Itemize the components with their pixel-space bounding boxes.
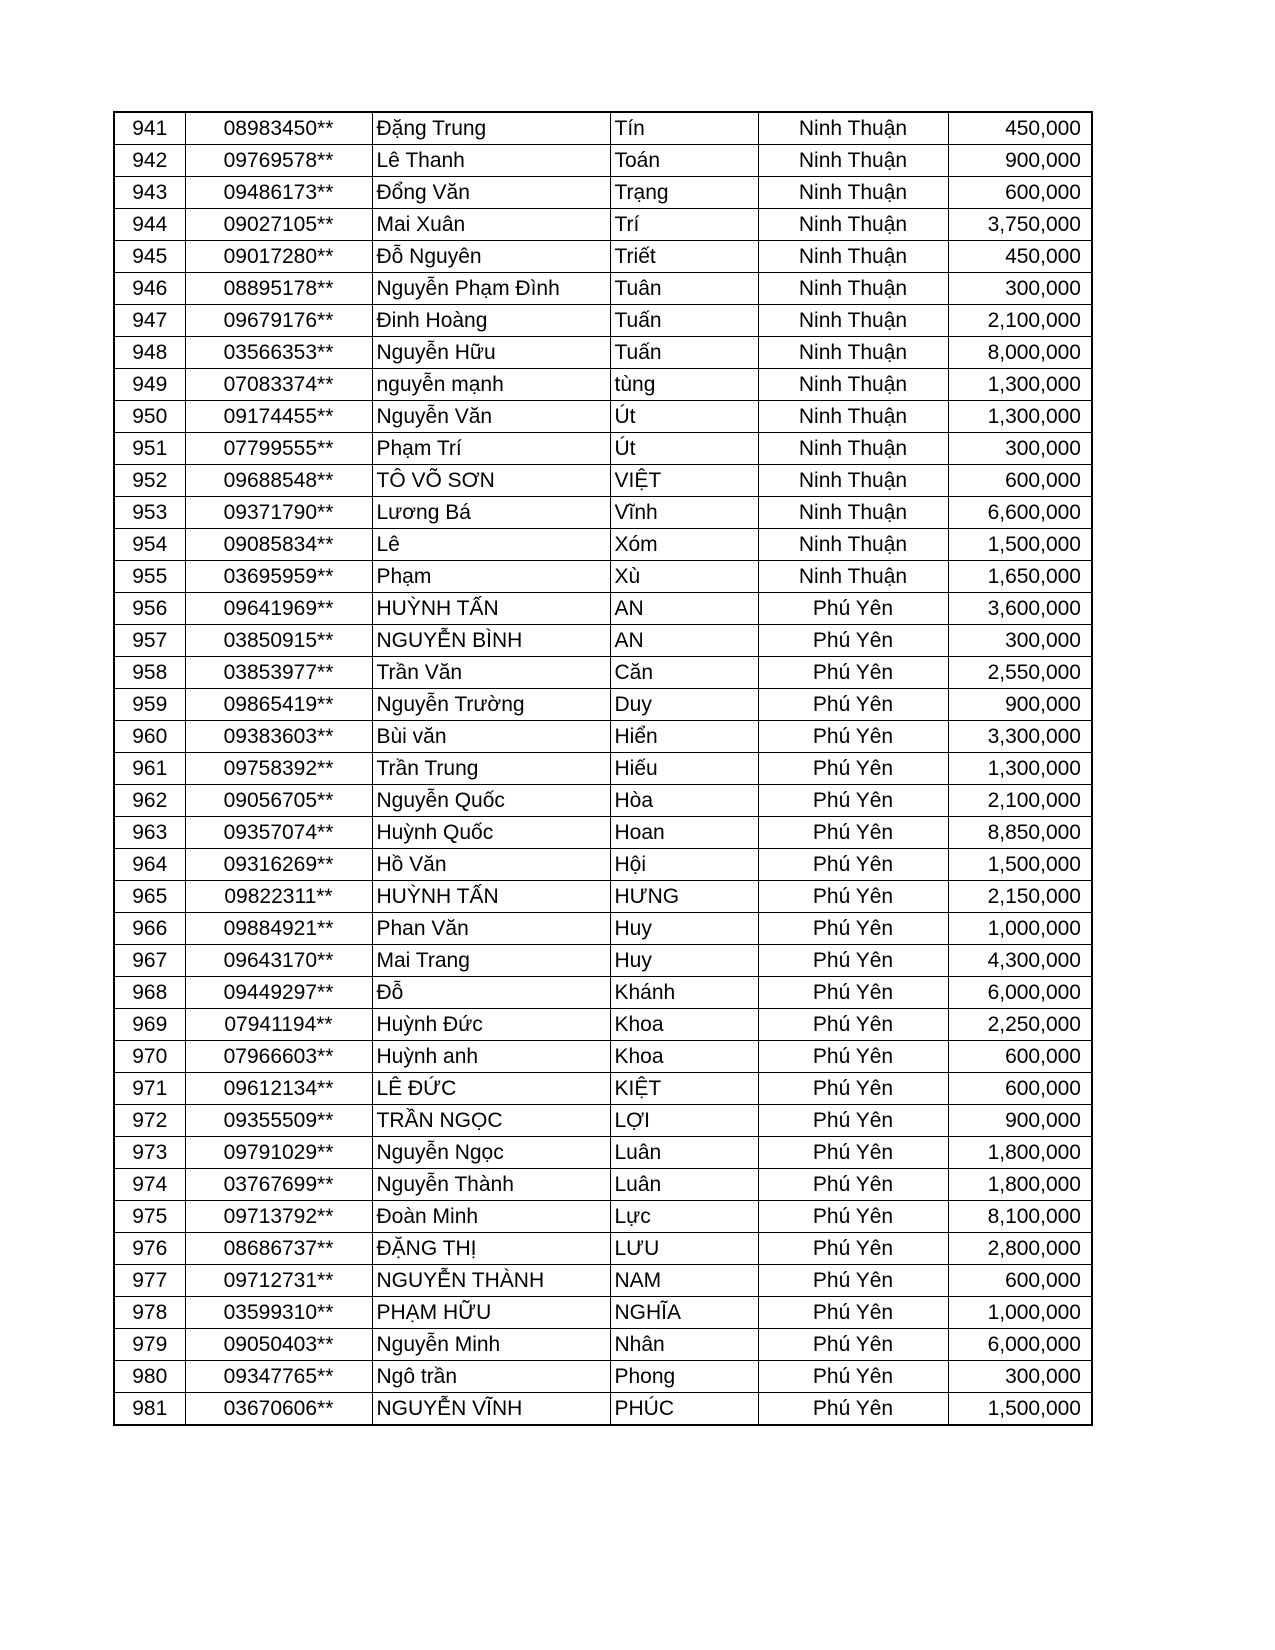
first-name-cell: Hiếu: [610, 753, 758, 785]
amount-cell: 300,000: [948, 273, 1092, 305]
phone-cell: 08895178**: [185, 273, 372, 305]
first-name-cell: PHÚC: [610, 1393, 758, 1426]
amount-cell: 1,300,000: [948, 369, 1092, 401]
province-cell: Phú Yên: [758, 1329, 948, 1361]
row-number-cell: 969: [114, 1009, 185, 1041]
table-row: [114, 1361, 1092, 1393]
first-name-cell: Huy: [610, 913, 758, 945]
last-name-cell: Bùi văn: [372, 721, 610, 753]
table-row: [114, 145, 1092, 177]
amount-cell: 3,300,000: [948, 721, 1092, 753]
province-cell: Phú Yên: [758, 1201, 948, 1233]
phone-cell: 08983450**: [185, 112, 372, 145]
province-cell: Phú Yên: [758, 913, 948, 945]
phone-cell: 09822311**: [185, 881, 372, 913]
last-name-cell: Huỳnh anh: [372, 1041, 610, 1073]
first-name-cell: KIỆT: [610, 1073, 758, 1105]
row-number-cell: 961: [114, 753, 185, 785]
last-name-cell: PHẠM HỮU: [372, 1297, 610, 1329]
last-name-cell: Nguyễn Thành: [372, 1169, 610, 1201]
table-row: [114, 945, 1092, 977]
province-cell: Ninh Thuận: [758, 497, 948, 529]
row-number-cell: 959: [114, 689, 185, 721]
table-row: [114, 1169, 1092, 1201]
last-name-cell: Nguyễn Quốc: [372, 785, 610, 817]
table-row: [114, 785, 1092, 817]
table-row: [114, 1233, 1092, 1265]
last-name-cell: Nguyễn Ngọc: [372, 1137, 610, 1169]
amount-cell: 600,000: [948, 1073, 1092, 1105]
table-row: [114, 881, 1092, 913]
table-row: [114, 1041, 1092, 1073]
table-row: [114, 209, 1092, 241]
row-number-cell: 943: [114, 177, 185, 209]
row-number-cell: 974: [114, 1169, 185, 1201]
row-number-cell: 967: [114, 945, 185, 977]
table-row: [114, 497, 1092, 529]
amount-cell: 8,100,000: [948, 1201, 1092, 1233]
row-number-cell: 963: [114, 817, 185, 849]
amount-cell: 2,100,000: [948, 785, 1092, 817]
row-number-cell: 944: [114, 209, 185, 241]
phone-cell: 09865419**: [185, 689, 372, 721]
province-cell: Phú Yên: [758, 1169, 948, 1201]
phone-cell: 07966603**: [185, 1041, 372, 1073]
table-row: [114, 1105, 1092, 1137]
table-row: [114, 977, 1092, 1009]
amount-cell: 1,650,000: [948, 561, 1092, 593]
amount-cell: 300,000: [948, 1361, 1092, 1393]
first-name-cell: NAM: [610, 1265, 758, 1297]
province-cell: Ninh Thuận: [758, 273, 948, 305]
recipient-table: [113, 111, 1093, 1426]
first-name-cell: Tín: [610, 112, 758, 145]
row-number-cell: 964: [114, 849, 185, 881]
table-row: [114, 721, 1092, 753]
first-name-cell: LƯU: [610, 1233, 758, 1265]
table-row: [114, 241, 1092, 273]
table-row: [114, 817, 1092, 849]
table-row: [114, 529, 1092, 561]
phone-cell: 03566353**: [185, 337, 372, 369]
last-name-cell: Trần Văn: [372, 657, 610, 689]
amount-cell: 3,600,000: [948, 593, 1092, 625]
amount-cell: 450,000: [948, 112, 1092, 145]
amount-cell: 8,000,000: [948, 337, 1092, 369]
first-name-cell: AN: [610, 593, 758, 625]
province-cell: Phú Yên: [758, 721, 948, 753]
phone-cell: 09174455**: [185, 401, 372, 433]
table-row: [114, 1009, 1092, 1041]
last-name-cell: TÔ VÕ SƠN: [372, 465, 610, 497]
first-name-cell: Luân: [610, 1169, 758, 1201]
last-name-cell: Nguyễn Minh: [372, 1329, 610, 1361]
last-name-cell: Nguyễn Trường: [372, 689, 610, 721]
last-name-cell: LÊ ĐỨC: [372, 1073, 610, 1105]
province-cell: Ninh Thuận: [758, 529, 948, 561]
first-name-cell: Hoan: [610, 817, 758, 849]
first-name-cell: Hòa: [610, 785, 758, 817]
table-row: [114, 1393, 1092, 1426]
amount-cell: 1,500,000: [948, 529, 1092, 561]
last-name-cell: Lương Bá: [372, 497, 610, 529]
last-name-cell: Đinh Hoàng: [372, 305, 610, 337]
table-row: [114, 369, 1092, 401]
table-body: [114, 112, 1092, 1425]
last-name-cell: Lê Thanh: [372, 145, 610, 177]
row-number-cell: 978: [114, 1297, 185, 1329]
row-number-cell: 942: [114, 145, 185, 177]
province-cell: Phú Yên: [758, 1233, 948, 1265]
province-cell: Phú Yên: [758, 977, 948, 1009]
first-name-cell: Tuân: [610, 273, 758, 305]
first-name-cell: tùng: [610, 369, 758, 401]
last-name-cell: Huỳnh Đức: [372, 1009, 610, 1041]
first-name-cell: Trí: [610, 209, 758, 241]
phone-cell: 09791029**: [185, 1137, 372, 1169]
last-name-cell: Đổng Văn: [372, 177, 610, 209]
last-name-cell: Phạm Trí: [372, 433, 610, 465]
first-name-cell: Triết: [610, 241, 758, 273]
first-name-cell: Vĩnh: [610, 497, 758, 529]
phone-cell: 03853977**: [185, 657, 372, 689]
row-number-cell: 962: [114, 785, 185, 817]
first-name-cell: Hội: [610, 849, 758, 881]
row-number-cell: 979: [114, 1329, 185, 1361]
first-name-cell: Nhân: [610, 1329, 758, 1361]
province-cell: Ninh Thuận: [758, 401, 948, 433]
last-name-cell: NGUYỄN VĨNH: [372, 1393, 610, 1426]
amount-cell: 600,000: [948, 177, 1092, 209]
row-number-cell: 980: [114, 1361, 185, 1393]
first-name-cell: AN: [610, 625, 758, 657]
amount-cell: 6,600,000: [948, 497, 1092, 529]
phone-cell: 09688548**: [185, 465, 372, 497]
amount-cell: 1,800,000: [948, 1137, 1092, 1169]
first-name-cell: Trạng: [610, 177, 758, 209]
phone-cell: 09383603**: [185, 721, 372, 753]
table-row: [114, 1265, 1092, 1297]
table-row: [114, 177, 1092, 209]
row-number-cell: 976: [114, 1233, 185, 1265]
row-number-cell: 955: [114, 561, 185, 593]
row-number-cell: 972: [114, 1105, 185, 1137]
phone-cell: 09449297**: [185, 977, 372, 1009]
last-name-cell: Hồ Văn: [372, 849, 610, 881]
last-name-cell: TRẦN NGỌC: [372, 1105, 610, 1137]
last-name-cell: HUỲNH TẤN: [372, 881, 610, 913]
province-cell: Phú Yên: [758, 1297, 948, 1329]
province-cell: Ninh Thuận: [758, 369, 948, 401]
phone-cell: 03767699**: [185, 1169, 372, 1201]
phone-cell: 09347765**: [185, 1361, 372, 1393]
row-number-cell: 947: [114, 305, 185, 337]
last-name-cell: Nguyễn Hữu: [372, 337, 610, 369]
last-name-cell: Trần Trung: [372, 753, 610, 785]
phone-cell: 09884921**: [185, 913, 372, 945]
amount-cell: 2,800,000: [948, 1233, 1092, 1265]
province-cell: Ninh Thuận: [758, 433, 948, 465]
table-row: [114, 657, 1092, 689]
first-name-cell: Khánh: [610, 977, 758, 1009]
province-cell: Phú Yên: [758, 1393, 948, 1426]
amount-cell: 900,000: [948, 145, 1092, 177]
table-row: [114, 561, 1092, 593]
first-name-cell: Khoa: [610, 1041, 758, 1073]
phone-cell: 07083374**: [185, 369, 372, 401]
amount-cell: 600,000: [948, 465, 1092, 497]
table-row: [114, 1073, 1092, 1105]
table-row: [114, 112, 1092, 145]
amount-cell: 300,000: [948, 625, 1092, 657]
row-number-cell: 960: [114, 721, 185, 753]
province-cell: Phú Yên: [758, 881, 948, 913]
last-name-cell: Phan Văn: [372, 913, 610, 945]
amount-cell: 300,000: [948, 433, 1092, 465]
row-number-cell: 954: [114, 529, 185, 561]
last-name-cell: NGUYỄN BÌNH: [372, 625, 610, 657]
amount-cell: 1,800,000: [948, 1169, 1092, 1201]
amount-cell: 1,000,000: [948, 913, 1092, 945]
table-row: [114, 849, 1092, 881]
first-name-cell: Lực: [610, 1201, 758, 1233]
table-row: [114, 593, 1092, 625]
last-name-cell: ĐẶNG THỊ: [372, 1233, 610, 1265]
province-cell: Phú Yên: [758, 1009, 948, 1041]
first-name-cell: Huy: [610, 945, 758, 977]
province-cell: Ninh Thuận: [758, 465, 948, 497]
phone-cell: 09643170**: [185, 945, 372, 977]
province-cell: Phú Yên: [758, 1265, 948, 1297]
province-cell: Phú Yên: [758, 689, 948, 721]
row-number-cell: 953: [114, 497, 185, 529]
province-cell: Ninh Thuận: [758, 177, 948, 209]
first-name-cell: Tuấn: [610, 337, 758, 369]
table-row: [114, 305, 1092, 337]
phone-cell: 09316269**: [185, 849, 372, 881]
province-cell: Phú Yên: [758, 1105, 948, 1137]
province-cell: Phú Yên: [758, 593, 948, 625]
phone-cell: 09355509**: [185, 1105, 372, 1137]
phone-cell: 09017280**: [185, 241, 372, 273]
province-cell: Phú Yên: [758, 657, 948, 689]
last-name-cell: Nguyễn Văn: [372, 401, 610, 433]
table-row: [114, 401, 1092, 433]
province-cell: Ninh Thuận: [758, 337, 948, 369]
last-name-cell: Huỳnh Quốc: [372, 817, 610, 849]
province-cell: Phú Yên: [758, 1137, 948, 1169]
table-row: [114, 1329, 1092, 1361]
amount-cell: 6,000,000: [948, 977, 1092, 1009]
phone-cell: 09056705**: [185, 785, 372, 817]
first-name-cell: Khoa: [610, 1009, 758, 1041]
last-name-cell: nguyễn mạnh: [372, 369, 610, 401]
row-number-cell: 973: [114, 1137, 185, 1169]
phone-cell: 09371790**: [185, 497, 372, 529]
phone-cell: 07941194**: [185, 1009, 372, 1041]
amount-cell: 4,300,000: [948, 945, 1092, 977]
row-number-cell: 971: [114, 1073, 185, 1105]
table-row: [114, 689, 1092, 721]
table-row: [114, 625, 1092, 657]
last-name-cell: Đoàn Minh: [372, 1201, 610, 1233]
amount-cell: 2,100,000: [948, 305, 1092, 337]
phone-cell: 09758392**: [185, 753, 372, 785]
row-number-cell: 968: [114, 977, 185, 1009]
province-cell: Phú Yên: [758, 1073, 948, 1105]
amount-cell: 3,750,000: [948, 209, 1092, 241]
phone-cell: 09085834**: [185, 529, 372, 561]
last-name-cell: Nguyễn Phạm Đình: [372, 273, 610, 305]
last-name-cell: Ngô trần: [372, 1361, 610, 1393]
province-cell: Phú Yên: [758, 753, 948, 785]
phone-cell: 08686737**: [185, 1233, 372, 1265]
province-cell: Phú Yên: [758, 1361, 948, 1393]
row-number-cell: 977: [114, 1265, 185, 1297]
row-number-cell: 965: [114, 881, 185, 913]
phone-cell: 09713792**: [185, 1201, 372, 1233]
amount-cell: 600,000: [948, 1041, 1092, 1073]
last-name-cell: Đỗ: [372, 977, 610, 1009]
row-number-cell: 981: [114, 1393, 185, 1426]
phone-cell: 09357074**: [185, 817, 372, 849]
last-name-cell: HUỲNH TẤN: [372, 593, 610, 625]
province-cell: Phú Yên: [758, 945, 948, 977]
last-name-cell: Đặng Trung: [372, 112, 610, 145]
first-name-cell: LỢI: [610, 1105, 758, 1137]
amount-cell: 600,000: [948, 1265, 1092, 1297]
first-name-cell: Xóm: [610, 529, 758, 561]
amount-cell: 1,300,000: [948, 401, 1092, 433]
phone-cell: 03599310**: [185, 1297, 372, 1329]
table-row: [114, 465, 1092, 497]
amount-cell: 2,550,000: [948, 657, 1092, 689]
table-row: [114, 1137, 1092, 1169]
row-number-cell: 957: [114, 625, 185, 657]
province-cell: Ninh Thuận: [758, 209, 948, 241]
amount-cell: 8,850,000: [948, 817, 1092, 849]
amount-cell: 1,300,000: [948, 753, 1092, 785]
first-name-cell: NGHĨA: [610, 1297, 758, 1329]
province-cell: Phú Yên: [758, 817, 948, 849]
phone-cell: 09679176**: [185, 305, 372, 337]
amount-cell: 2,250,000: [948, 1009, 1092, 1041]
amount-cell: 6,000,000: [948, 1329, 1092, 1361]
phone-cell: 09712731**: [185, 1265, 372, 1297]
row-number-cell: 941: [114, 112, 185, 145]
phone-cell: 09641969**: [185, 593, 372, 625]
province-cell: Phú Yên: [758, 625, 948, 657]
table-row: [114, 1201, 1092, 1233]
amount-cell: 1,000,000: [948, 1297, 1092, 1329]
last-name-cell: NGUYỄN THÀNH: [372, 1265, 610, 1297]
first-name-cell: Toán: [610, 145, 758, 177]
row-number-cell: 950: [114, 401, 185, 433]
first-name-cell: Út: [610, 401, 758, 433]
row-number-cell: 970: [114, 1041, 185, 1073]
amount-cell: 1,500,000: [948, 1393, 1092, 1426]
row-number-cell: 966: [114, 913, 185, 945]
province-cell: Phú Yên: [758, 849, 948, 881]
phone-cell: 07799555**: [185, 433, 372, 465]
first-name-cell: Út: [610, 433, 758, 465]
first-name-cell: Hiển: [610, 721, 758, 753]
first-name-cell: Duy: [610, 689, 758, 721]
row-number-cell: 951: [114, 433, 185, 465]
table-row: [114, 913, 1092, 945]
province-cell: Ninh Thuận: [758, 305, 948, 337]
table-row: [114, 1297, 1092, 1329]
phone-cell: 09612134**: [185, 1073, 372, 1105]
phone-cell: 03695959**: [185, 561, 372, 593]
province-cell: Ninh Thuận: [758, 112, 948, 145]
last-name-cell: Mai Xuân: [372, 209, 610, 241]
province-cell: Ninh Thuận: [758, 561, 948, 593]
phone-cell: 09027105**: [185, 209, 372, 241]
province-cell: Ninh Thuận: [758, 145, 948, 177]
phone-cell: 03670606**: [185, 1393, 372, 1426]
table-row: [114, 433, 1092, 465]
table-row: [114, 273, 1092, 305]
row-number-cell: 948: [114, 337, 185, 369]
phone-cell: 09769578**: [185, 145, 372, 177]
row-number-cell: 975: [114, 1201, 185, 1233]
row-number-cell: 956: [114, 593, 185, 625]
amount-cell: 1,500,000: [948, 849, 1092, 881]
table-row: [114, 337, 1092, 369]
row-number-cell: 949: [114, 369, 185, 401]
amount-cell: 2,150,000: [948, 881, 1092, 913]
first-name-cell: Tuấn: [610, 305, 758, 337]
last-name-cell: Phạm: [372, 561, 610, 593]
last-name-cell: Đỗ Nguyên: [372, 241, 610, 273]
row-number-cell: 952: [114, 465, 185, 497]
province-cell: Phú Yên: [758, 1041, 948, 1073]
first-name-cell: Căn: [610, 657, 758, 689]
first-name-cell: Phong: [610, 1361, 758, 1393]
first-name-cell: HƯNG: [610, 881, 758, 913]
phone-cell: 09486173**: [185, 177, 372, 209]
last-name-cell: Mai Trang: [372, 945, 610, 977]
amount-cell: 450,000: [948, 241, 1092, 273]
phone-cell: 03850915**: [185, 625, 372, 657]
amount-cell: 900,000: [948, 689, 1092, 721]
last-name-cell: Lê: [372, 529, 610, 561]
first-name-cell: VIỆT: [610, 465, 758, 497]
row-number-cell: 958: [114, 657, 185, 689]
table-row: [114, 753, 1092, 785]
phone-cell: 09050403**: [185, 1329, 372, 1361]
first-name-cell: Luân: [610, 1137, 758, 1169]
row-number-cell: 945: [114, 241, 185, 273]
first-name-cell: Xù: [610, 561, 758, 593]
amount-cell: 900,000: [948, 1105, 1092, 1137]
row-number-cell: 946: [114, 273, 185, 305]
province-cell: Phú Yên: [758, 785, 948, 817]
province-cell: Ninh Thuận: [758, 241, 948, 273]
